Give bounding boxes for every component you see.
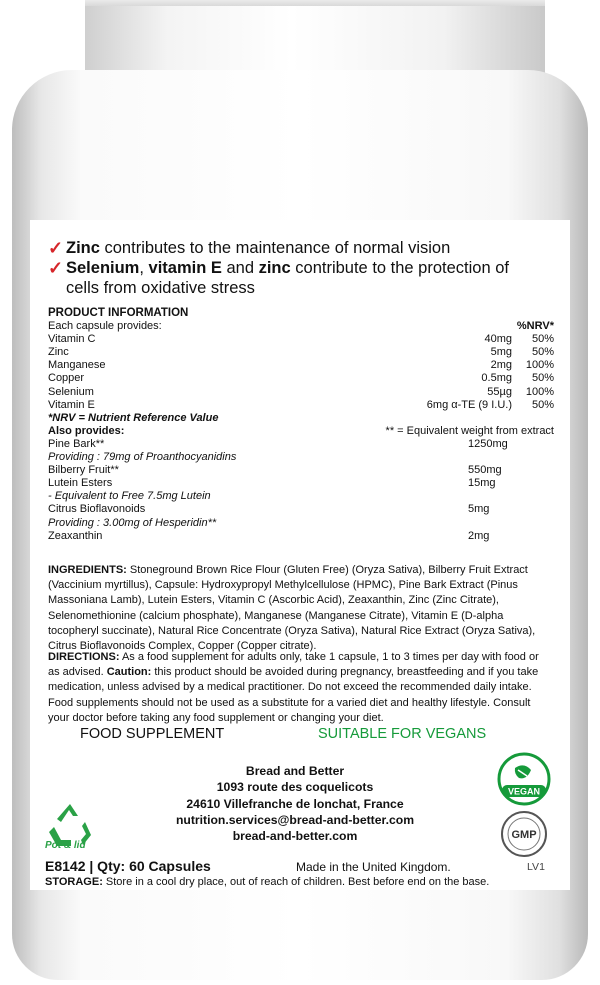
claim-bold-zinc: zinc bbox=[258, 259, 291, 277]
nutrient-amount: 55µg bbox=[487, 385, 512, 398]
company-email: nutrition.services@bread-and-better.com bbox=[175, 812, 415, 827]
nutrient-nrv: 50% bbox=[531, 346, 554, 359]
claim-bold-selenium: Selenium bbox=[66, 259, 140, 277]
extra-name: Citrus Bioflavonoids bbox=[48, 503, 146, 516]
nutrient-name: Copper bbox=[48, 372, 85, 385]
version-label: LV1 bbox=[527, 861, 545, 873]
nutrient-name: Vitamin C bbox=[48, 333, 96, 346]
extra-amount: 5mg bbox=[468, 503, 490, 516]
company-website: bread-and-better.com bbox=[232, 829, 358, 844]
storage-text: Store in a cool dry place, out of reach of children. Best before end on the base. bbox=[102, 876, 490, 888]
claim-selenium: ✓ Selenium, vitamin E and zinc contribute to the protection of cells from oxidative stress bbox=[48, 258, 509, 297]
nutrient-row bbox=[48, 359, 554, 372]
product-code: E8142 | Qty: 60 Capsules bbox=[45, 858, 211, 874]
nutrient-amount: 40mg bbox=[484, 333, 512, 346]
nutrient-row bbox=[48, 333, 554, 346]
storage-info bbox=[45, 876, 565, 888]
extra-name: Zeaxanthin bbox=[48, 529, 103, 542]
vegan-badge-icon bbox=[497, 752, 551, 806]
nutrient-amount: 6mg α-TE (9 I.U.) bbox=[426, 398, 512, 411]
nutrient-row bbox=[48, 399, 554, 412]
extra-row bbox=[48, 438, 554, 451]
company-name: Bread and Better bbox=[245, 764, 345, 778]
company-address bbox=[140, 763, 450, 844]
extra-note: Providing : 79mg of Proanthocyanidins bbox=[48, 451, 237, 464]
storage-label: STORAGE: bbox=[45, 876, 103, 888]
nutrient-table bbox=[48, 333, 554, 412]
gmp-badge-icon bbox=[500, 810, 548, 858]
pot-and-lid-label: Pot & lid bbox=[45, 840, 86, 851]
product-info-title: PRODUCT INFORMATION bbox=[48, 307, 189, 319]
red-check-icon: ✓ bbox=[48, 258, 64, 278]
extra-name: Pine Bark** bbox=[48, 437, 105, 450]
nutrient-amount: 5mg bbox=[490, 346, 512, 359]
extra-note-row bbox=[48, 451, 554, 464]
nutrient-row bbox=[48, 346, 554, 359]
vegan-badge-text: VEGAN bbox=[507, 786, 541, 797]
directions bbox=[48, 650, 548, 726]
extra-row bbox=[48, 503, 554, 516]
extra-amount: 2mg bbox=[468, 529, 490, 542]
nrv-note bbox=[48, 412, 554, 425]
claim-line2: cells from oxidative stress bbox=[66, 279, 255, 297]
nrv-note-text: *NRV = Nutrient Reference Value bbox=[48, 411, 219, 424]
claim-zinc-text: contributes to the maintenance of normal vision bbox=[99, 239, 451, 257]
red-check-icon: ✓ bbox=[48, 238, 64, 258]
nutrient-name: Manganese bbox=[48, 359, 106, 372]
nutrient-nrv: 50% bbox=[531, 333, 554, 346]
ingredients-text: Stoneground Brown Rice Flour (Gluten Free) (Oryza Sativa), Bilberry Fruit Extract (Vaccinium myrtillus), Capsule: Hydroxypropyl Methylcellulose (HPMC), Pine Bark Extract (Pinus Massoniana Lamb), Lutein Esters, Vitamin C (Ascorbic Acid), Zeaxanthin, Zinc (Zinc Citrate), Selenomethionine (calcium phosphate), Manganese (Manganese Citrate), Vitamin E (D-alpha tocopheryl succinate), Natural Rice Concentrate (Oryza Sativa), Natural Rice Extract (Oryza Sativa), Citrus Bioflavonoids Complex, Copper (Copper citrate). bbox=[48, 564, 536, 653]
also-provides-label: Also provides: bbox=[48, 424, 125, 437]
extra-row bbox=[48, 530, 554, 543]
claim-zinc-bold: Zinc bbox=[66, 239, 100, 257]
also-provides-row bbox=[48, 425, 554, 438]
nutrient-nrv: 50% bbox=[531, 372, 554, 385]
equiv-note: ** = Equivalent weight from extract bbox=[385, 424, 554, 437]
made-in-label: Made in the United Kingdom. bbox=[296, 860, 451, 874]
extra-note-row bbox=[48, 490, 554, 503]
nutrient-row bbox=[48, 386, 554, 399]
directions-label: DIRECTIONS: bbox=[48, 651, 120, 663]
extra-amount: 1250mg bbox=[468, 437, 508, 450]
extra-name: Bilberry Fruit** bbox=[48, 464, 119, 477]
nutrient-name: Selenium bbox=[48, 385, 94, 398]
food-supplement-label: FOOD SUPPLEMENT bbox=[80, 726, 225, 742]
company-city: 24610 Villefranche de lonchat, France bbox=[186, 796, 404, 811]
extra-note-row bbox=[48, 517, 554, 530]
directions-text1: As a food supplement for adults only, take 1 capsule, 1 to 3 times per day with food or as advised. bbox=[48, 651, 539, 679]
gmp-badge-text: GMP bbox=[511, 829, 537, 841]
claim-bold-vitamin-e: vitamin E bbox=[148, 259, 222, 277]
nutrient-name: Zinc bbox=[48, 346, 69, 359]
extra-amount: 550mg bbox=[468, 464, 502, 477]
nutrient-nrv: 100% bbox=[525, 359, 554, 372]
nutrient-row bbox=[48, 372, 554, 385]
nrv-header: %NRV* bbox=[516, 320, 554, 333]
nutrient-name: Vitamin E bbox=[48, 398, 95, 411]
each-capsule-label: Each capsule provides: bbox=[48, 320, 162, 333]
product-information bbox=[48, 307, 554, 543]
caution-label: Caution: bbox=[106, 666, 152, 679]
nutrient-header-row bbox=[48, 320, 554, 333]
nutrient-amount: 2mg bbox=[490, 359, 512, 372]
extra-note: - Equivalent to Free 7.5mg Lutein bbox=[48, 490, 211, 503]
company-street: 1093 route des coquelicots bbox=[216, 780, 374, 795]
suitable-for-vegans-label: SUITABLE FOR VEGANS bbox=[318, 726, 487, 742]
extra-row bbox=[48, 464, 554, 477]
extra-name: Lutein Esters bbox=[48, 477, 113, 490]
nutrient-amount: 0.5mg bbox=[481, 372, 512, 385]
directions-text2: this product should be avoided during pregnancy, breastfeeding and if you take medication, unless advised by a medical practitioner. Do not exceed the recommended daily intake. Food supplements should not be used as a substitute for a varied diet and healthy lifestyle. Consult your doctor before taking any food supplement or changing your diet. bbox=[48, 666, 539, 724]
claim-zinc bbox=[48, 238, 558, 258]
extras-table bbox=[48, 438, 554, 543]
health-claims bbox=[48, 238, 558, 298]
extra-row bbox=[48, 477, 554, 490]
nutrient-nrv: 50% bbox=[531, 398, 554, 411]
nutrient-nrv: 100% bbox=[525, 385, 554, 398]
ingredients bbox=[48, 563, 548, 654]
ingredients-label: INGREDIENTS: bbox=[48, 564, 127, 576]
extra-amount: 15mg bbox=[468, 477, 496, 490]
extra-note: Providing : 3.00mg of Hesperidin** bbox=[48, 516, 217, 529]
